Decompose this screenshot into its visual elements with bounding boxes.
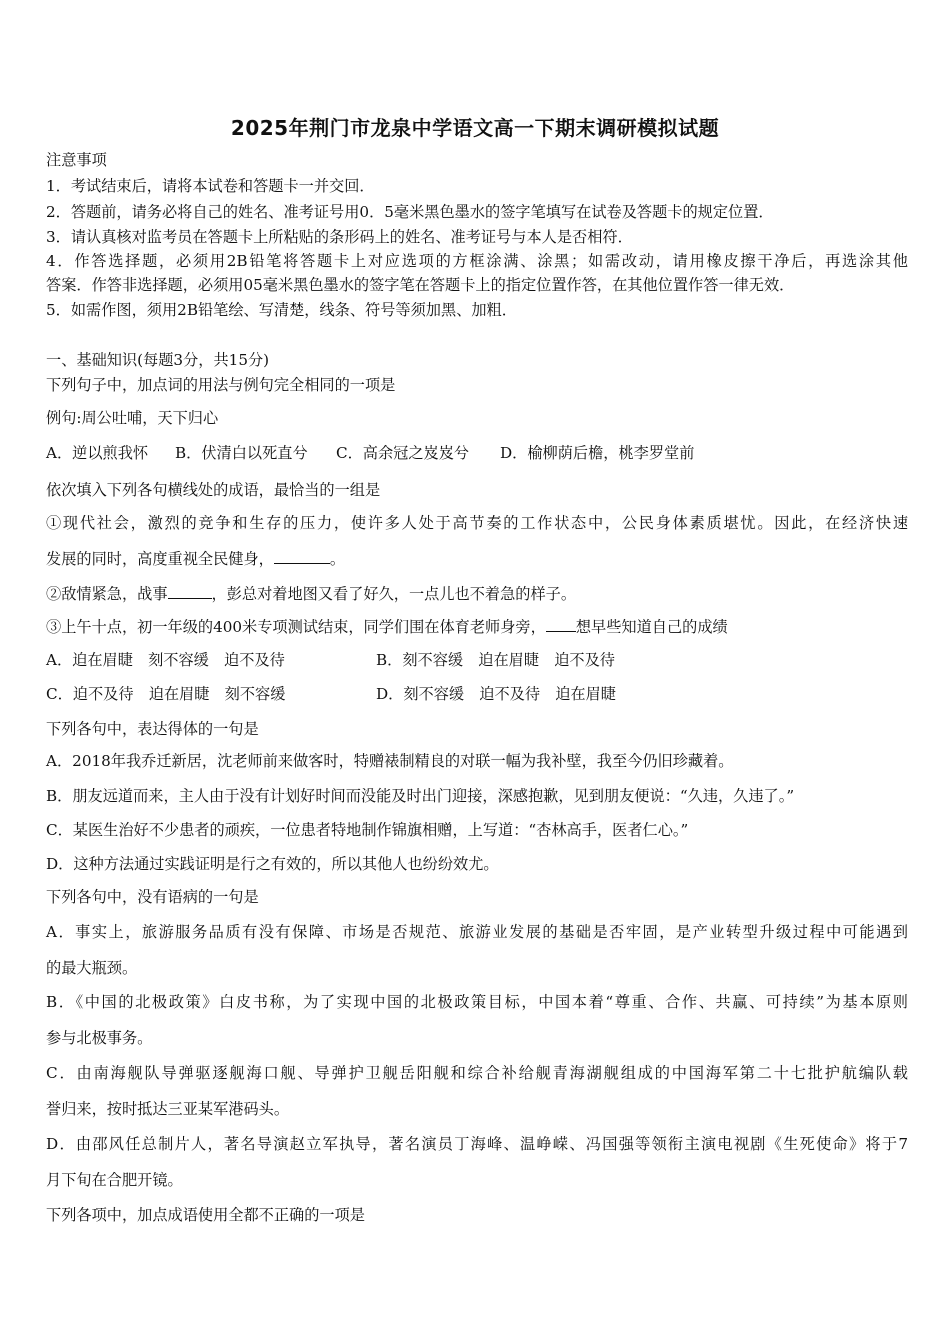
option-c: C．高余冠之岌岌兮 [336,444,470,462]
question-stem: 下列各句中，表达得体的一句是 [46,720,259,738]
option-c: C．由南海舰队导弹驱逐舰海口舰、导弹护卫舰岳阳舰和综合补给舰青海湖舰组成的中国海军第二十七批护航编队载 [46,1064,908,1082]
option-a: A．逆以煎我怀 [46,444,149,462]
notice-item: 5．如需作图，须用2B铅笔绘、写清楚，线条、符号等须加黑、加粗． [46,301,517,319]
option-d: D．榆柳荫后檐，桃李罗堂前 [500,444,695,462]
option-c: C．某医生治好不少患者的顽疾，一位患者特地制作锦旗相赠，上写道：“杏林高手，医者仁心。” [46,821,689,839]
option-a: A．2018年我乔迁新居，沈老师前来做客时，特赠裱制精良的对联一幅为我补壁，我至今仍旧珍藏着。 [46,752,734,770]
question-sentence-3 [46,617,908,637]
option-d: D．刻不容缓 迫不及待 迫在眉睫 [376,685,616,703]
option-d: D．这种方法通过实践证明是行之有效的，所以其他人也纷纷效尤。 [46,855,499,873]
answer-blank [546,617,576,632]
question-sentence-1: ①现代社会，激烈的竞争和生存的压力，使许多人处于高节奏的工作状态中，公民身体素质堪忧。因此，在经济快速 [46,514,908,532]
example-sentence: 例句:周公吐哺，天下归心 [46,409,219,427]
sentence-text: ②敌情紧急，战事 [46,585,168,603]
sentence-text: ，彭总对着地图又看了好久，一点儿也不着急的样子。 [211,585,576,603]
option-a-cont: 的最大瓶颈。 [46,959,138,977]
option-a: A．迫在眉睫 刻不容缓 迫不及待 [46,651,285,669]
notice-item: 3．请认真核对监考员在答题卡上所粘贴的条形码上的姓名、准考证号与本人是否相符． [46,228,633,246]
question-stem: 依次填入下列各句横线处的成语，最恰当的一组是 [46,481,381,499]
notice-item: 2．答题前，请务必将自己的姓名、准考证号用0．5毫米黑色墨水的签字笔填写在试卷及答题卡的规定位置． [46,203,774,221]
notice-item: 4．作答选择题，必须用2B铅笔将答题卡上对应选项的方框涂满、涂黑；如需改动，请用橡皮擦干净后，再选涂其他 [46,252,908,270]
sentence-text: 。 [329,550,345,568]
page-title: 2025年荆门市龙泉中学语文高一下期末调研模拟试题 [230,116,720,140]
option-b: B．伏清白以死直兮 [175,444,308,462]
option-d-cont: 月下旬在合肥开镜。 [46,1171,183,1189]
option-c: C．迫不及待 迫在眉睫 刻不容缓 [46,685,286,703]
notice-heading: 注意事项 [46,151,107,169]
option-b: B．刻不容缓 迫在眉睫 迫不及待 [376,651,615,669]
answer-blank [168,584,212,599]
option-d: D．由邵风任总制片人，著名导演赵立军执导，著名演员丁海峰、温峥嵘、冯国强等领衔主演电视剧《生死使命》将于7 [46,1135,908,1153]
sentence-text: 发展的同时，高度重视全民健身， [46,550,274,568]
option-b: B．朋友远道而来，主人由于没有计划好时间而没能及时出门迎接，深感抱歉，见到朋友便说：“久违，久违了。” [46,787,795,805]
option-c-cont: 誉归来，按时抵达三亚某军港码头。 [46,1100,289,1118]
sentence-text: 想早些知道自己的成绩 [575,618,728,636]
question-sentence-2 [46,584,908,604]
notice-item: 1．考试结束后，请将本试卷和答题卡一并交回． [46,177,375,195]
answer-blank [274,549,330,564]
question-stem: 下列句子中，加点词的用法与例句完全相同的一项是 [46,376,396,394]
question-stem: 下列各句中，没有语病的一句是 [46,888,259,906]
sentence-text: ③上午十点，初一年级的400米专项测试结束，同学们围在体育老师身旁， [46,618,546,636]
question-stem: 下列各项中，加点成语使用全都不正确的一项是 [46,1206,365,1224]
notice-item: 答案．作答非选择题，必须用05毫米黑色墨水的签字笔在答题卡上的指定位置作答，在其他位置作答一律无效． [46,276,795,294]
option-a: A．事实上，旅游服务品质有没有保障、市场是否规范、旅游业发展的基础是否牢固，是产业转型升级过程中可能遇到 [46,923,908,941]
option-b-cont: 参与北极事务。 [46,1029,153,1047]
section-heading: 一、基础知识(每题3分，共15分) [46,351,270,369]
option-b: B．《中国的北极政策》白皮书称，为了实现中国的北极政策目标，中国本着“尊重、合作、共赢、可持续”为基本原则 [46,993,908,1011]
question-sentence-1-cont [46,549,908,569]
